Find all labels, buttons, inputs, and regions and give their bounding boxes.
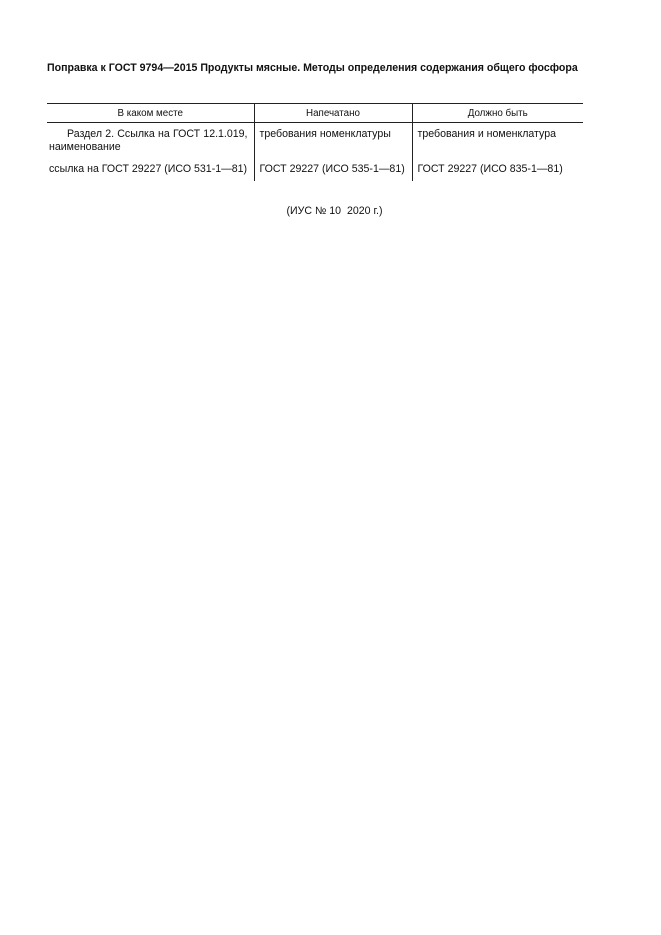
table-row [47,161,583,181]
cell-place: ссылка на ГОСТ 29227 (ИСО 531-1—81) [49,163,248,175]
table-header-row [47,104,583,123]
header-should-be: Должно быть [412,104,583,123]
document-title: Поправка к ГОСТ 9794—2015 Продукты мясные. Методы определения содержания общего фосфора [47,62,578,74]
cell-place: Раздел 2. Ссылка на ГОСТ 12.1.019, наименование [49,128,248,153]
table-row [47,123,583,162]
cell-printed: ГОСТ 29227 (ИСО 535-1—81) [254,161,412,181]
corrections-table [47,103,583,181]
cell-should-be: требования и номенклатура [412,123,583,162]
header-place: В каком месте [47,104,254,123]
cell-printed: требования номенклатуры [254,123,412,162]
header-printed: Напечатано [254,104,412,123]
publication-reference: (ИУС № 10 2020 г.) [286,205,383,217]
cell-should-be: ГОСТ 29227 (ИСО 835-1—81) [412,161,583,181]
